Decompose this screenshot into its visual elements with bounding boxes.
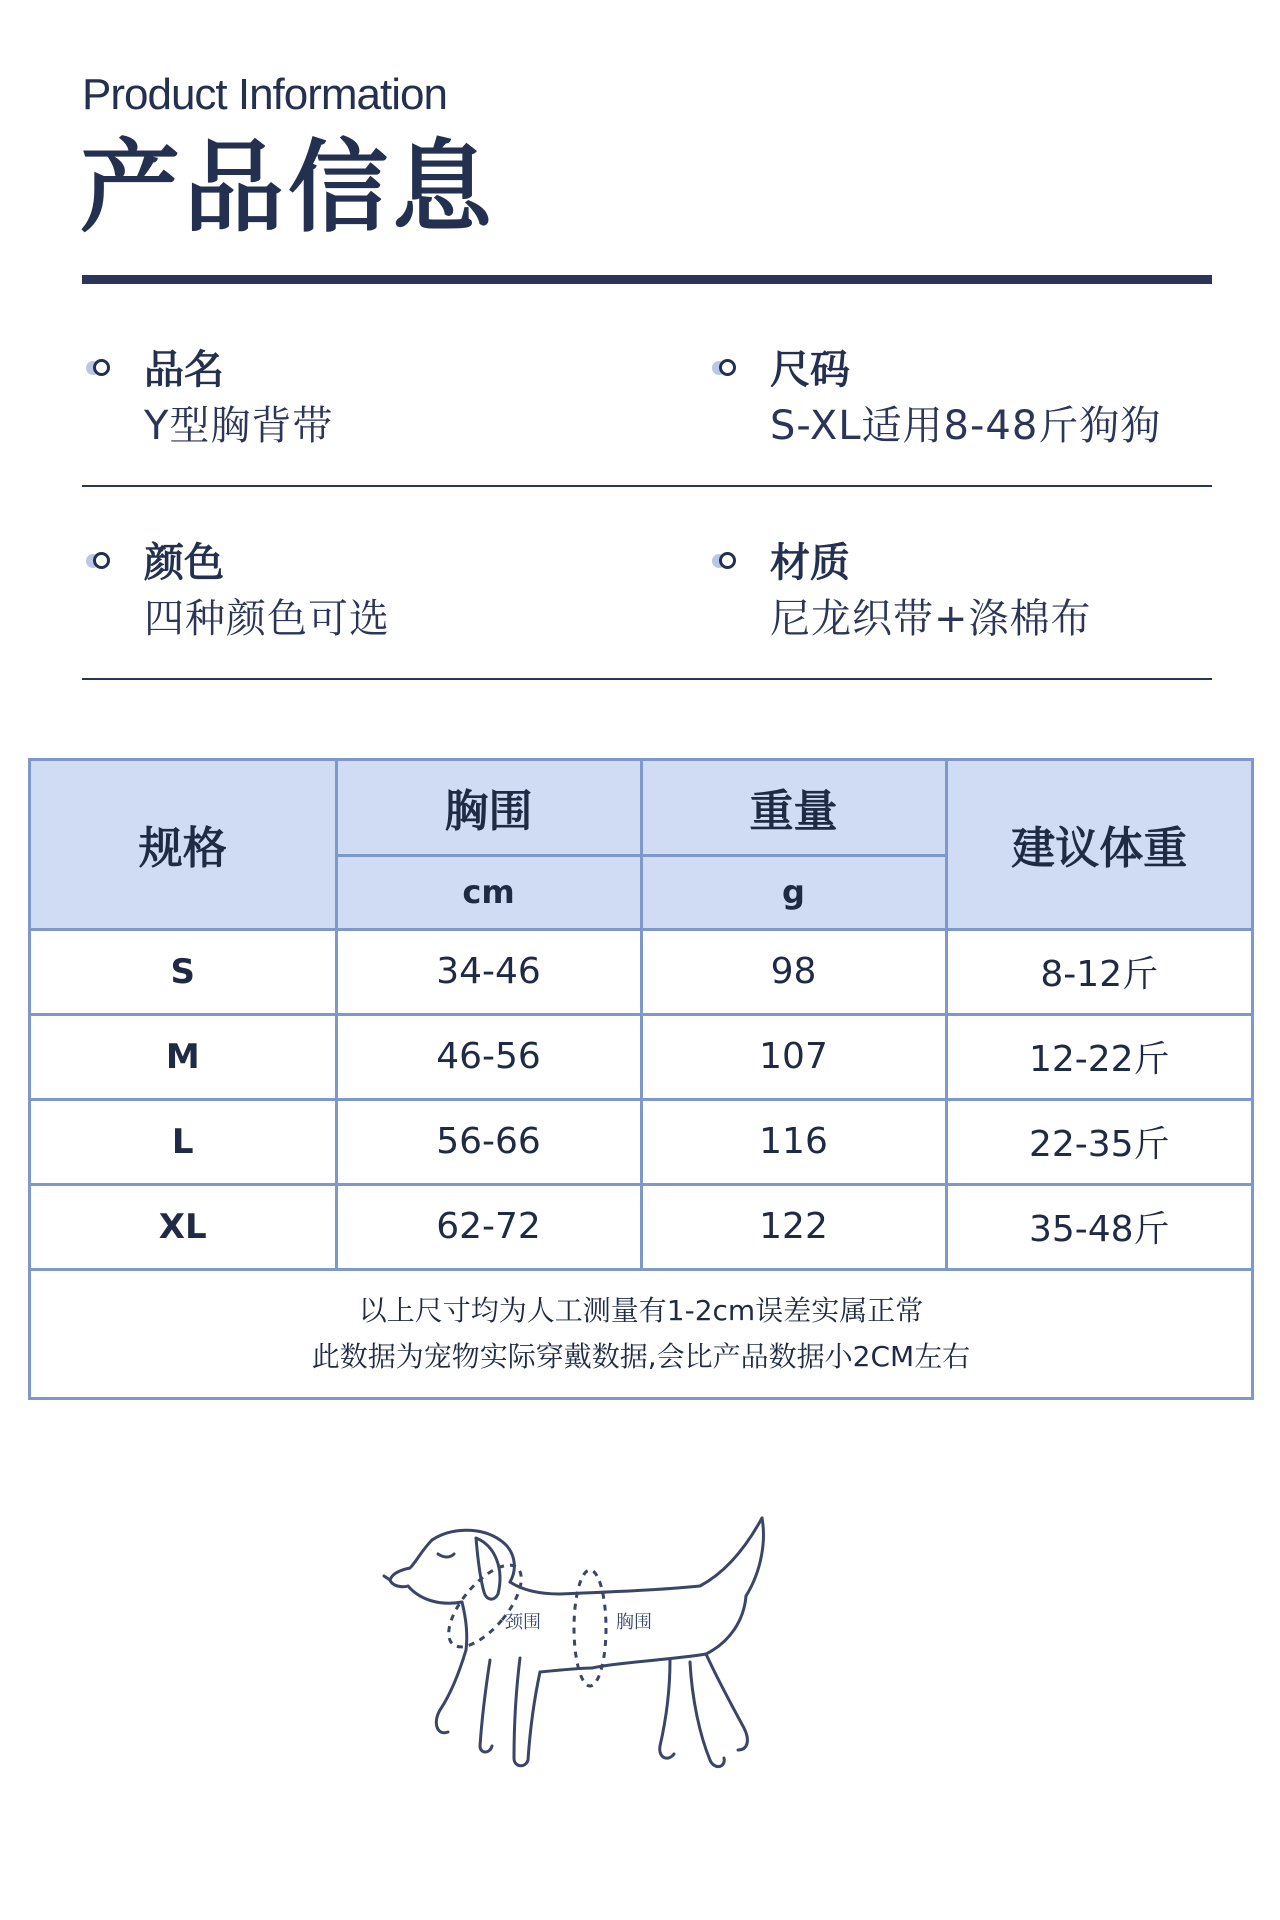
cell-size: M bbox=[31, 1014, 336, 1099]
cell-recommended: 22-35斤 bbox=[946, 1099, 1251, 1184]
header-title-zh: 产品信息 bbox=[80, 129, 496, 246]
cell-weight: 107 bbox=[641, 1014, 946, 1099]
cell-recommended: 8-12斤 bbox=[946, 929, 1251, 1014]
info-label: 尺码 bbox=[770, 347, 850, 393]
note-line: 以上尺寸均为人工测量有1-2cm误差实属正常 bbox=[358, 1293, 924, 1327]
cell-chest: 62-72 bbox=[336, 1184, 641, 1269]
table-row bbox=[31, 1099, 1251, 1184]
info-value: S-XL适用8-48斤狗狗 bbox=[770, 403, 1162, 449]
bullet-icon bbox=[712, 359, 736, 377]
header-spec: 规格 bbox=[31, 761, 336, 929]
table-row bbox=[31, 1014, 1251, 1099]
header-weight-unit: g bbox=[641, 855, 946, 929]
table-note bbox=[31, 1269, 1251, 1397]
info-value: 尼龙织带+涤棉布 bbox=[770, 596, 1092, 642]
cell-size: L bbox=[31, 1099, 336, 1184]
info-label: 品名 bbox=[144, 347, 224, 393]
info-divider bbox=[82, 678, 1212, 680]
cell-chest: 46-56 bbox=[336, 1014, 641, 1099]
bullet-icon bbox=[86, 552, 110, 570]
header-chest-unit: cm bbox=[336, 855, 641, 929]
neck-label: 颈围 bbox=[505, 1612, 541, 1633]
header-recommended-weight: 建议体重 bbox=[946, 761, 1251, 929]
dog-measurement-diagram bbox=[370, 1510, 850, 1830]
bullet-icon bbox=[86, 359, 110, 377]
cell-weight: 98 bbox=[641, 929, 946, 1014]
cell-size: XL bbox=[31, 1184, 336, 1269]
info-label: 材质 bbox=[770, 540, 850, 586]
cell-chest: 56-66 bbox=[336, 1099, 641, 1184]
cell-recommended: 12-22斤 bbox=[946, 1014, 1251, 1099]
cell-size: S bbox=[31, 929, 336, 1014]
header-chest: 胸围 bbox=[336, 761, 641, 855]
cell-chest: 34-46 bbox=[336, 929, 641, 1014]
info-label: 颜色 bbox=[144, 540, 224, 586]
cell-weight: 116 bbox=[641, 1099, 946, 1184]
info-value: Y型胸背带 bbox=[144, 403, 334, 449]
info-divider bbox=[82, 485, 1212, 487]
table-row bbox=[31, 929, 1251, 1014]
header-weight: 重量 bbox=[641, 761, 946, 855]
cell-recommended: 35-48斤 bbox=[946, 1184, 1251, 1269]
header-title-en: Product Information bbox=[82, 70, 447, 119]
info-value: 四种颜色可选 bbox=[144, 596, 390, 642]
chest-label: 胸围 bbox=[616, 1612, 652, 1633]
note-line: 此数据为宠物实际穿戴数据,会比产品数据小2CM左右 bbox=[311, 1339, 971, 1373]
header-divider bbox=[82, 275, 1212, 284]
table-row bbox=[31, 1184, 1251, 1269]
neck-measure-icon bbox=[436, 1554, 534, 1659]
size-table bbox=[28, 758, 1254, 1400]
cell-weight: 122 bbox=[641, 1184, 946, 1269]
bullet-icon bbox=[712, 552, 736, 570]
